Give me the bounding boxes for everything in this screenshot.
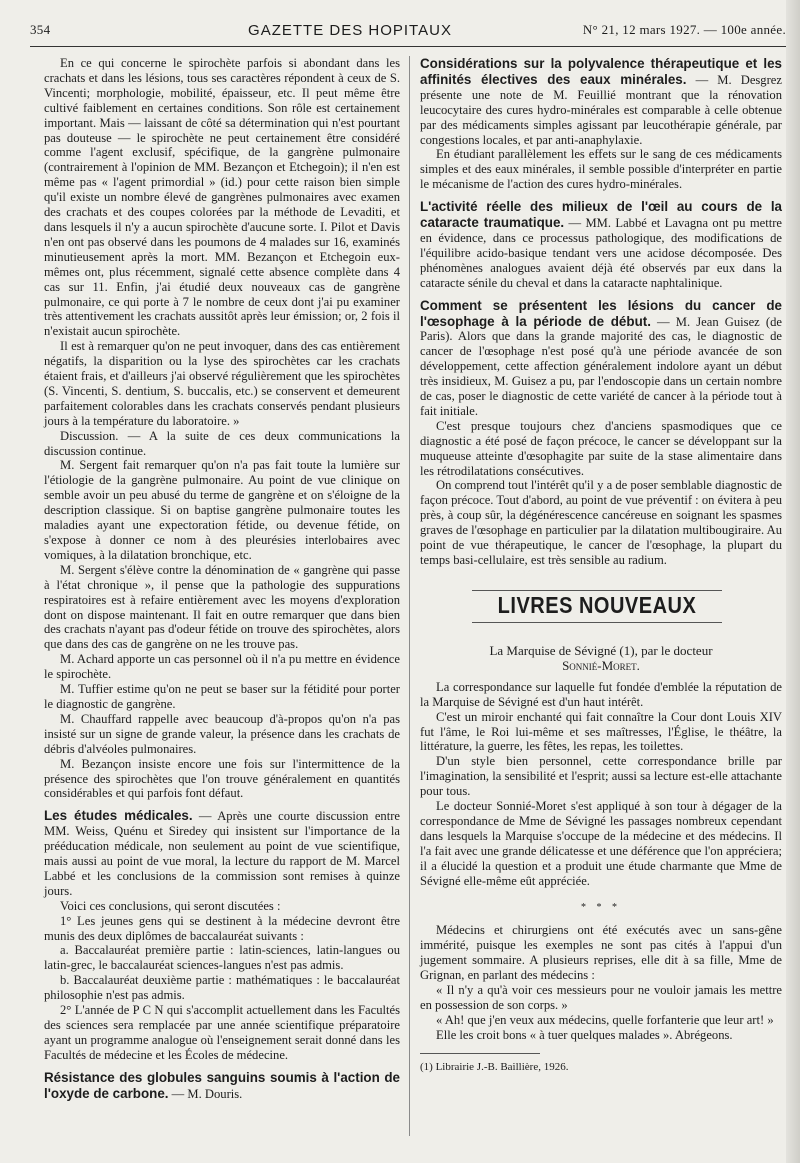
paragraph: — M. Desgrez présente une note de M. Feuillié montrant que la rénovation leucocytaire des cures hydro-minérales est comparable à celle obtenue par des médicaments simples agissant par leucothérapie générale, par congestions locales, et par anti-anaphylaxie. — [420, 72, 782, 147]
section-heading: Comment se présentent les lésions du cancer de l'œsophage à la période de début. — [420, 297, 782, 329]
paragraph: b. Baccalauréat deuxième partie : mathématiques : le baccalauréat philosophie n'est pas admis. — [44, 973, 400, 1003]
paragraph: C'est un miroir enchanté qui fait connaître la Cour dont Louis XIV fut l'âme, le Roi lui-même et ses maîtresses, l'Église, le théâtre, la littérature, la guerre, les fêtes, les repas, les toilettes. — [420, 709, 782, 754]
section-heading: Les études médicales. — [44, 808, 193, 824]
section-stars: * * * — [581, 901, 621, 913]
page-header — [30, 22, 786, 44]
paragraph: Discussion. — A la suite de ces deux communications la discussion continue. — [44, 428, 400, 458]
column-divider — [409, 56, 410, 1136]
paragraph: — Après une courte discussion entre MM. Weiss, Quénu et Siredey qui insistent sur l'importance de la prééducation médicale, non seulement au point de vue scientifique, mais aussi au point de vue moral, la lecture du rapport de M. Marcel Labbé et les conclusions de la commission sont remises à quinze jours. — [44, 809, 400, 898]
book-title — [420, 643, 782, 673]
paragraph: Le docteur Sonnié-Moret s'est appliqué à son tour à dégager de la correspondance de Mme de Sévigné les passages nombreux cependant dans lesquels la Marquise s'occupe de la médecine et des médecins. Il l'a fait avec une grande délicatesse et une déférence que l'on appréciera; il a élucidé la question et a produit une étude charmante que Mme de Sévigné elle-même eût appréciée. — [420, 799, 782, 888]
paragraph: 1° Les jeunes gens qui se destinent à la médecine devront être munis des deux diplômes de baccalauréat suivants : — [44, 913, 400, 943]
header-rule — [30, 46, 786, 47]
paragraph: « Ah! que j'en veux aux médecins, quelle forfanterie que leur art! » — [436, 1012, 774, 1027]
paragraph: — M. Jean Guisez (de Paris). Alors que dans la grande majorité des cas, le diagnostic de cancer de l'œsophage n'est posé qu'à une période avancée de son développement, cette affection généralement indolore ayant un début très insidieux, M. Guisez a pu, par l'endoscopie dans un certain nombre de cas, poser le diagnostic de cette variété de cancer à la période tout à fait initiale. — [420, 314, 782, 418]
book-title-line: La Marquise de Sévigné (1), par le docteur — [489, 642, 713, 658]
paragraph: M. Bezançon insiste encore une fois sur l'intermittence de la présence des spirochètes que l'on trouve généralement en quantités considérables et qui parfois font défaut. — [44, 756, 400, 801]
livres-nouveaux-banner — [472, 590, 722, 623]
paragraph: 2° L'année de P C N qui s'accomplit actuellement dans les Facultés des sciences sera remplacée par une année scientifique préparatoire ayant un programme analogue où l'enseignement serait donné dans les Facultés de médecine et les Écoles de médecine. — [44, 1003, 400, 1062]
livres-title: LIVRES NOUVEAUX — [497, 593, 697, 619]
paragraph: — M. Douris. — [168, 1086, 243, 1101]
paragraph: M. Sergent s'élève contre la dénomination de « gangrène qui passe à l'état chronique », il pense que la pathologie des suppurations respiratoires est à refaire entièrement avec les moyens d'exploration dont on dispose maintenant. Il fait en outre remarquer que dans bien des crachats n'ayant pas d'odeur fétide on trouve des spirochètes, alors que dans des cas de gangrène on ne les trouve pas. — [44, 562, 400, 652]
paragraph: — MM. Labbé et Lavagna ont pu mettre en évidence, dans ce processus pathologique, des modifications de l'équilibre acido-basique tendant vers une acidose décomposée. Des phénomènes analogues avaient déjà été observés par eux dans la cataracte sénile du cheval et dans la cataracte naphtalinique. — [420, 216, 783, 290]
paragraph: M. Tuffier estime qu'on ne peut se baser sur la fétidité pour porter le diagnostic de gangrène. — [44, 682, 400, 711]
paragraph: Voici ces conclusions, qui seront discutées : — [60, 898, 281, 913]
paragraph: Il est à remarquer qu'on ne peut invoquer, dans des cas entièrement négatifs, la disparition ou la lyse des spirochètes car les crachats étaient frais, et d'ailleurs j'ai observé régulièrement que les spirochètes (S. Vincenti, S. dentium, S. buccalis, etc.) se conservent et demeurent parfaitement colorables dans les crachats conservés pendant plusieurs jours à la température du laboratoire. » — [44, 339, 400, 428]
footnote-rule — [420, 1053, 540, 1054]
paragraph: On comprend tout l'intérêt qu'il y a de poser semblable diagnostic de façon précoce. Tout d'abord, au point de vue préventif : on évitera à peu près, à coup sûr, la dégénérescence cancéreuse en soignant les spasmes graves de l'œsophage en particulier par la dilatation multibougiraire. Au point de vue thérapeutique, le cancer de l'œsophage, la plupart du temps basi-cellulaire, est très sensible au radium. — [420, 478, 782, 567]
section-heading: L'activité réelle des milieux de l'œil au cours de la cataracte traumatique. — [420, 199, 782, 231]
paragraph: En ce qui concerne le spirochète parfois si abondant dans les crachats et dans les lésions, tous ses caractères répondent à ceux de S. Vincenti; morphologie, mobilité, épaisseur, etc. Il peut même être cultivé faiblement en certaines conditions. Son rôle est certainement important. Mais — laissant de côté sa détermination qui n'est pourtant pas douteuse — le spirochète ne peut certainement être considéré comme l'agent exclusif, spécifique, de la gangrène pulmonaire (contrairement à l'opinion de MM. Bezançon et Etchegoin); il n'en est même pas « l'agent primordial » (id.) pour cette raison bien simple qu'il existe un nombre élevé de gangrènes pulmonaires avec examen des crachats et des coupes colorées par la méthode de Levaditi, et dans lesquels il n'y a aucun spirochète d'aucune sorte. I. Pilot et Davis n'en ont pas observé dans les poumons de 4 malades sur 16, examinés minutieusement après la mort. MM. Bezançon et Etchegoin eux-mêmes ont, plus récemment, signalé cette absence complète dans 4 cas sur 11. Enfin, j'ai étudié deux nouveaux cas de gangrène pulmonaire, ce qui porte à 7 le nombre de ceux dont j'ai pu examiner très attentivement les crachats aussitôt après leur émission; or, 2 fois il n'existait aucun spirochète. — [44, 56, 400, 339]
journal-title: GAZETTE DES HOPITAUX — [248, 22, 452, 39]
right-column — [420, 56, 782, 1075]
paragraph: Elle les croit bons « à tuer quelques malades ». Abrégeons. — [436, 1027, 733, 1042]
footnote: (1) Librairie J.-B. Baillière, 1926. — [420, 1060, 569, 1073]
paragraph: M. Achard apporte un cas personnel où il n'a pu mettre en évidence le spirochète. — [44, 652, 400, 682]
section-heading: Résistance des globules sanguins soumis à l'action de l'oxyde de carbone. — [44, 1069, 400, 1101]
page-number: 354 — [30, 22, 51, 37]
paragraph: La correspondance sur laquelle fut fondée d'emblée la réputation de la Marquise de Sévigné est d'un haut intérêt. — [420, 679, 782, 709]
paragraph: C'est presque toujours chez d'anciens spasmodiques que ce diagnostic a été posé de façon précoce, le cancer se développant sur la muqueuse atteinte d'œsophagite par suite de la stase alimentaire dans les rétrodilatations consécutives. — [420, 418, 782, 478]
paragraph: En étudiant parallèlement les effets sur le sang de ces médicaments simples et des eaux minérales, il semble possible d'interpréter en partie le mécanisme de l'action des cures hydro-minérales. — [420, 147, 782, 192]
section-heading: Considérations sur la polyvalence thérapeutique et les affinités électives des eaux minérales. — [420, 56, 782, 87]
paragraph: Médecins et chirurgiens ont été exécutés avec un sans-gêne immérité, puisque les exemples ne sont pas cités à l'appui d'un jugement sommaire. A plusieurs reprises, elle dit à sa fille, Mme de Grignan, en parlant des médecins : — [420, 923, 782, 983]
book-author: Sonnié-Moret. — [562, 657, 640, 673]
paragraph: a. Baccalauréat première partie : latin-sciences, latin-langues ou latin-grec, le baccalauréat sciences-langues n'est pas admis. — [44, 943, 400, 973]
paragraph: D'un style bien personnel, cette correspondance brille par l'imagination, la sensibilité et l'esprit; aussi sa lecture est-elle attachante pour tous. — [420, 754, 782, 799]
issue-info: N° 21, 12 mars 1927. — 100e année. — [582, 22, 786, 37]
page-edge — [786, 0, 800, 1163]
paragraph: « Il n'y a qu'à voir ces messieurs pour ne vouloir jamais les mettre en possession de son corps. » — [420, 983, 782, 1012]
left-column — [44, 56, 400, 1102]
paragraph: M. Sergent fait remarquer qu'on n'a pas fait toute la lumière sur l'étiologie de la gangrène pulmonaire. Au point de vue clinique on semble avoir un peu abusé du terme de gangrène et on s'éloigne de la description classique. Si on baptise gangrène pulmonaire toutes les maladies ayant une expectoration fétide, ou devenue fétide, on s'expose à donner ce nom à des pleurésies interlobaires avec vomiques, à la dilatation bronchique, etc. — [44, 458, 400, 562]
paragraph: M. Chauffard rappelle avec beaucoup d'à-propos qu'on n'a pas insisté sur un signe de grande valeur, la présence dans les crachats de débris d'alvéoles pulmonaires. — [44, 711, 400, 756]
